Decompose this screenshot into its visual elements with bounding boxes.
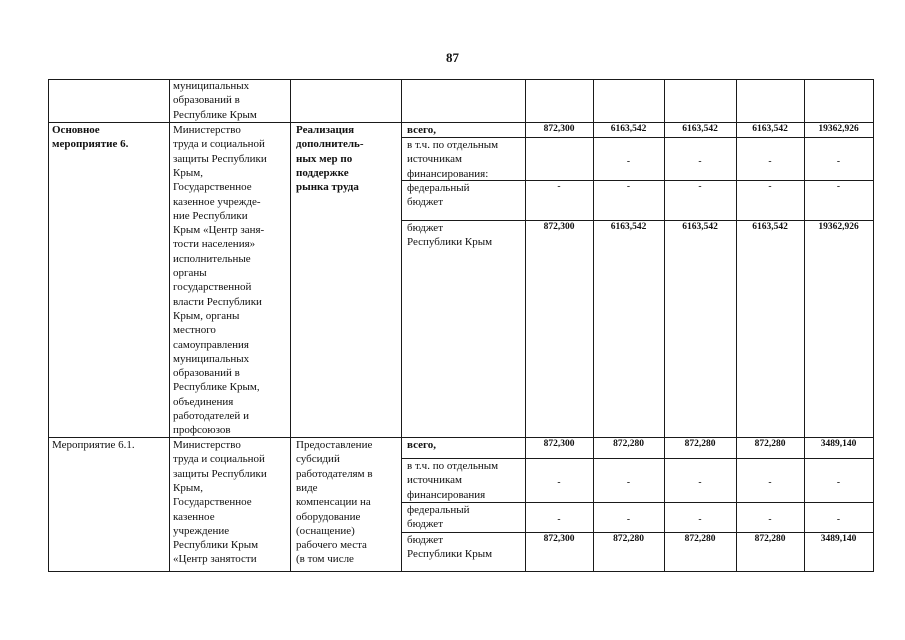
value-cell: - xyxy=(698,157,702,167)
value-cell: - xyxy=(768,515,772,525)
executor-cell: «Центр занятости xyxy=(173,553,257,566)
value-cell: - xyxy=(698,515,702,525)
value-cell: 872,300 xyxy=(543,222,575,232)
value-cell: 872,300 xyxy=(543,534,575,544)
source-label: бюджет xyxy=(407,534,443,546)
executor-cell: Крым, xyxy=(173,166,203,179)
executor-cell: труда и социальной xyxy=(173,138,265,151)
executor-cell: объединения xyxy=(173,395,234,408)
value-cell: 872,280 xyxy=(754,439,786,449)
executor-cell: ние Республики xyxy=(173,209,248,222)
value-cell: - xyxy=(698,478,702,488)
executor-cell: Республике Крым, xyxy=(173,381,260,394)
table-border-side xyxy=(48,79,49,572)
source-label: в т.ч. по отдельным xyxy=(407,139,499,151)
executor-cell: Республики Крым xyxy=(173,539,259,552)
value-cell: 872,280 xyxy=(754,534,786,544)
event-name: оборудование xyxy=(296,510,361,523)
value-cell: - xyxy=(557,182,561,192)
row-divider xyxy=(48,437,874,438)
value-cell: - xyxy=(836,157,841,167)
executor-cell: Крым, xyxy=(173,481,203,494)
value-cell: 872,300 xyxy=(543,439,575,449)
value-cell: - xyxy=(557,478,561,488)
value-cell: - xyxy=(768,182,772,192)
value-cell: - xyxy=(626,515,631,525)
page-number: 87 xyxy=(446,50,459,65)
executor-cell: муниципальных xyxy=(173,80,250,92)
event-title: мероприятие 6. xyxy=(52,138,129,151)
value-cell: - xyxy=(836,478,841,488)
source-label: источникам xyxy=(407,153,462,166)
table-border-top xyxy=(48,79,874,80)
executor-cell: самоуправления xyxy=(173,338,249,351)
source-label: федеральный xyxy=(407,504,470,516)
row-divider xyxy=(48,122,874,123)
column-divider xyxy=(290,79,291,572)
value-cell: - xyxy=(626,157,631,167)
value-cell: 6163,542 xyxy=(610,124,647,134)
source-label: в т.ч. по отдельным xyxy=(407,460,499,472)
source-label: федеральный xyxy=(407,182,470,194)
value-cell: 19362,926 xyxy=(818,222,859,232)
event-title: Мероприятие 6.1. xyxy=(52,439,135,451)
value-cell: 3489,140 xyxy=(820,534,857,544)
value-cell: - xyxy=(698,182,702,192)
event-name: Предоставление xyxy=(296,439,373,451)
event-name: рабочего места xyxy=(296,539,367,552)
executor-cell: образований в xyxy=(173,367,240,380)
value-cell: 872,280 xyxy=(684,534,716,544)
executor-cell: Крым, органы xyxy=(173,309,240,322)
value-cell: - xyxy=(768,157,772,167)
column-divider xyxy=(169,79,170,572)
executor-cell: местного xyxy=(173,324,216,337)
value-cell: 19362,926 xyxy=(818,124,859,134)
event-name: работодателям в xyxy=(296,467,373,480)
value-cell: 6163,542 xyxy=(610,222,647,232)
source-label: Республики Крым xyxy=(407,548,493,561)
executor-cell: исполнительные xyxy=(173,252,251,265)
column-divider xyxy=(664,79,665,572)
event-name: компенсации на xyxy=(296,496,371,509)
value-cell: 6163,542 xyxy=(682,124,718,134)
executor-cell: казенное учрежде- xyxy=(173,195,261,208)
value-cell: - xyxy=(557,515,561,525)
column-divider xyxy=(804,79,805,572)
value-cell: 6163,542 xyxy=(752,222,788,232)
source-label: всего, xyxy=(407,439,436,451)
executor-cell: защиты Республики xyxy=(173,152,267,165)
value-cell: 6163,542 xyxy=(682,222,718,232)
value-cell: 872,280 xyxy=(613,534,644,544)
executor-cell: защиты Республики xyxy=(173,467,267,480)
event-name: ных мер по xyxy=(296,152,353,165)
executor-cell: государственной xyxy=(173,281,252,294)
value-cell: - xyxy=(626,182,631,192)
value-cell: - xyxy=(768,478,772,488)
column-divider xyxy=(525,79,526,572)
executor-cell: тости населения» xyxy=(173,238,256,251)
executor-cell: муниципальных xyxy=(173,352,250,365)
table-border-bottom xyxy=(48,571,874,572)
executor-cell: Республике Крым xyxy=(173,108,257,121)
event-name: виде xyxy=(296,481,318,494)
value-cell: 872,280 xyxy=(684,439,716,449)
event-name: Реализация xyxy=(296,124,355,136)
value-cell: 3489,140 xyxy=(820,439,857,449)
event-name: субсидий xyxy=(296,453,340,466)
executor-cell: учреждение xyxy=(173,524,230,537)
source-label: бюджет xyxy=(407,222,443,234)
executor-cell: образований в xyxy=(173,94,240,107)
column-divider xyxy=(736,79,737,572)
executor-cell: Крым «Центр заня- xyxy=(173,224,265,237)
source-label: бюджет xyxy=(407,196,443,209)
executor-cell: Государственное xyxy=(173,496,252,509)
source-label: всего, xyxy=(407,124,436,136)
value-cell: 6163,542 xyxy=(752,124,788,134)
source-label: Республики Крым xyxy=(407,236,493,249)
executor-cell: Министерство xyxy=(173,124,241,136)
executor-cell: органы xyxy=(173,267,207,279)
event-name: дополнитель- xyxy=(296,138,364,151)
source-label: источникам xyxy=(407,474,462,487)
table-border-side xyxy=(873,79,874,572)
source-label: финансирования xyxy=(407,488,486,501)
event-name: поддержке xyxy=(296,166,349,179)
source-label: бюджет xyxy=(407,518,443,531)
column-divider xyxy=(593,79,594,572)
value-cell: - xyxy=(836,182,841,192)
value-cell: - xyxy=(836,515,841,525)
event-title: Основное xyxy=(52,124,100,136)
event-name: рынка труда xyxy=(296,181,359,194)
executor-cell: казенное xyxy=(173,510,215,523)
value-cell: - xyxy=(626,478,631,488)
executor-cell: работодателей и xyxy=(173,410,249,422)
executor-cell: власти Республики xyxy=(173,295,262,308)
executor-cell: Министерство xyxy=(173,439,241,451)
source-label: финансирования: xyxy=(407,167,489,180)
value-cell: 872,280 xyxy=(613,439,644,449)
value-cell: 872,300 xyxy=(543,124,575,134)
event-name: (в том числе xyxy=(296,553,354,566)
executor-cell: труда и социальной xyxy=(173,453,265,466)
executor-cell: профсоюзов xyxy=(173,424,231,437)
column-divider xyxy=(401,79,402,572)
event-name: (оснащение) xyxy=(296,524,355,537)
executor-cell: Государственное xyxy=(173,181,252,194)
